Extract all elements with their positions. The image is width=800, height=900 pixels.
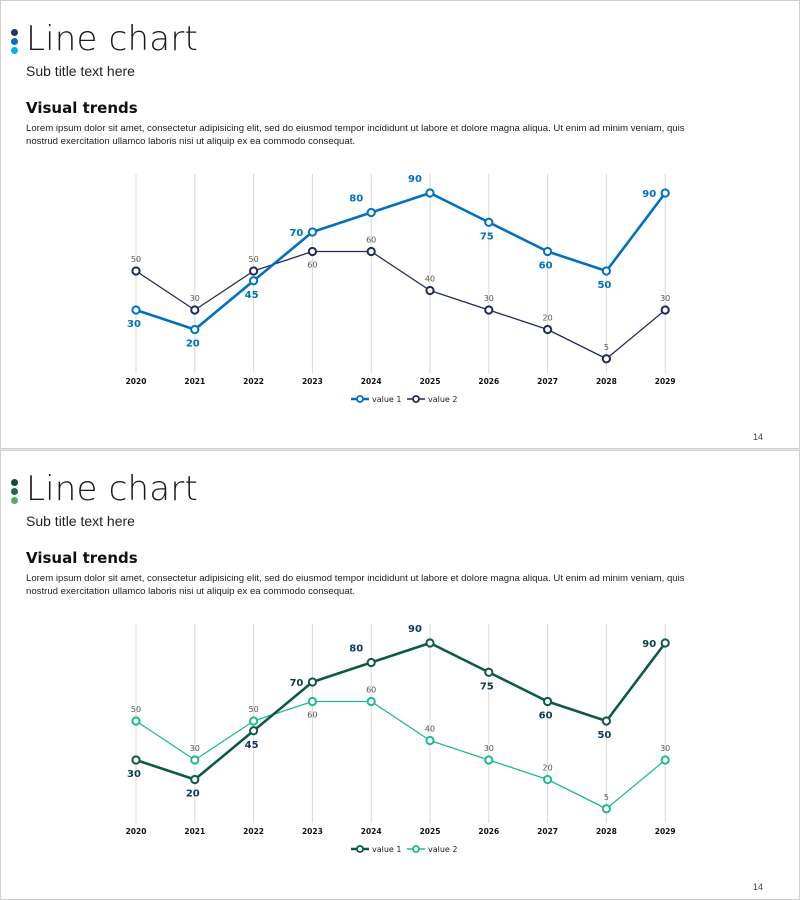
x-tick-label: 2021 bbox=[184, 827, 206, 836]
data-point bbox=[603, 267, 610, 274]
data-label: 80 bbox=[349, 643, 364, 655]
data-point bbox=[191, 756, 198, 763]
data-label: 20 bbox=[185, 788, 200, 800]
data-label: 20 bbox=[542, 313, 553, 323]
body-text: Lorem ipsum dolor sit amet, consectetur adipisicing elit, sed do eiusmod tempor incididunt ut labore et dolore magna aliqua. Ut enim ad minim veniam, quis nostrud exercitation ullamco laboris nisi ut aliquip ex ea commodo consequat. bbox=[26, 573, 685, 597]
data-point bbox=[426, 737, 433, 744]
x-tick-label: 2027 bbox=[537, 377, 559, 386]
x-tick-label: 2022 bbox=[243, 377, 265, 386]
data-point bbox=[426, 287, 433, 294]
x-tick-label: 2020 bbox=[125, 377, 147, 386]
slide-subtitle: Sub title text here bbox=[26, 63, 135, 79]
data-point bbox=[132, 267, 139, 274]
data-point bbox=[191, 776, 198, 783]
data-point bbox=[309, 228, 316, 235]
data-label: 90 bbox=[408, 624, 422, 635]
data-label: 30 bbox=[189, 744, 200, 753]
data-label: 70 bbox=[289, 228, 304, 239]
data-point bbox=[426, 639, 433, 646]
page-number: 14 bbox=[752, 432, 763, 442]
data-point bbox=[485, 756, 492, 763]
data-label: 90 bbox=[642, 189, 657, 200]
data-label: 90 bbox=[408, 174, 422, 185]
series-line-2 bbox=[136, 702, 665, 809]
x-tick-label: 2022 bbox=[243, 827, 265, 836]
data-label: 30 bbox=[660, 744, 671, 753]
x-tick-label: 2024 bbox=[360, 377, 382, 386]
legend-marker bbox=[357, 396, 363, 402]
data-point bbox=[132, 306, 139, 313]
legend bbox=[351, 395, 457, 404]
data-label: 40 bbox=[424, 274, 436, 284]
data-point bbox=[132, 717, 139, 724]
data-label: 50 bbox=[130, 705, 142, 714]
data-point bbox=[544, 248, 551, 255]
data-label: 30 bbox=[127, 769, 141, 780]
page-number: 14 bbox=[752, 882, 763, 892]
data-point bbox=[132, 756, 139, 763]
data-point bbox=[485, 306, 492, 313]
x-tick-label: 2028 bbox=[595, 377, 617, 386]
series-line-2 bbox=[136, 252, 665, 359]
x-tick-label: 2026 bbox=[478, 377, 500, 386]
x-tick-label: 2029 bbox=[654, 377, 676, 386]
data-label: 30 bbox=[660, 294, 671, 303]
legend-marker bbox=[357, 846, 363, 852]
x-tick-label: 2025 bbox=[419, 827, 441, 836]
x-tick-label: 2020 bbox=[125, 827, 147, 836]
data-label: 80 bbox=[349, 193, 364, 205]
data-point bbox=[603, 717, 610, 724]
body-text: Lorem ipsum dolor sit amet, consectetur adipisicing elit, sed do eiusmod tempor incididunt ut labore et dolore magna aliqua. Ut enim ad minim veniam, quis nostrud exercitation ullamco laboris nisi ut aliquip ex ea commodo consequat. bbox=[26, 123, 685, 147]
data-point bbox=[309, 698, 316, 705]
legend-marker bbox=[413, 396, 419, 402]
data-point bbox=[250, 727, 257, 734]
data-label: 50 bbox=[597, 280, 612, 291]
data-point bbox=[662, 189, 669, 196]
data-label: 40 bbox=[424, 724, 436, 734]
x-tick-label: 2026 bbox=[478, 827, 500, 836]
data-label: 75 bbox=[479, 681, 494, 693]
line-chart bbox=[1, 451, 799, 900]
data-label: 60 bbox=[538, 710, 553, 722]
data-point bbox=[544, 776, 551, 783]
data-label: 60 bbox=[366, 685, 377, 695]
data-point bbox=[309, 678, 316, 685]
x-tick-label: 2021 bbox=[184, 377, 206, 386]
data-point bbox=[191, 306, 198, 313]
x-tick-label: 2027 bbox=[537, 827, 559, 836]
data-point bbox=[662, 306, 669, 313]
data-point bbox=[544, 698, 551, 705]
data-label: 45 bbox=[244, 739, 259, 751]
data-label: 60 bbox=[307, 260, 318, 270]
data-label: 5 bbox=[603, 792, 609, 802]
x-tick-label: 2023 bbox=[301, 377, 323, 386]
data-label: 60 bbox=[366, 235, 377, 245]
slide-2 bbox=[0, 450, 800, 900]
data-point bbox=[368, 248, 375, 255]
data-label: 5 bbox=[603, 342, 609, 352]
x-tick-label: 2024 bbox=[360, 827, 382, 836]
data-label: 70 bbox=[289, 678, 304, 689]
data-point bbox=[662, 639, 669, 646]
data-point bbox=[250, 717, 257, 724]
data-point bbox=[485, 219, 492, 226]
data-point bbox=[426, 189, 433, 196]
data-point bbox=[309, 248, 316, 255]
data-label: 90 bbox=[642, 639, 657, 650]
data-point bbox=[368, 659, 375, 666]
slide-title: Line chart bbox=[26, 19, 199, 59]
legend-label: value 1 bbox=[372, 845, 402, 854]
data-point bbox=[368, 698, 375, 705]
legend-marker bbox=[413, 846, 419, 852]
data-label: 20 bbox=[185, 338, 200, 350]
x-tick-label: 2025 bbox=[419, 377, 441, 386]
data-label: 45 bbox=[244, 289, 259, 301]
data-point bbox=[250, 267, 257, 274]
data-point bbox=[485, 669, 492, 676]
data-label: 50 bbox=[248, 705, 259, 714]
data-label: 30 bbox=[127, 319, 141, 330]
data-label: 50 bbox=[597, 730, 612, 741]
data-label: 50 bbox=[248, 255, 259, 264]
data-point bbox=[368, 209, 375, 216]
data-point bbox=[603, 805, 610, 812]
legend-label: value 2 bbox=[428, 395, 458, 404]
legend bbox=[351, 845, 457, 854]
x-tick-label: 2023 bbox=[301, 827, 323, 836]
data-label: 60 bbox=[538, 260, 553, 272]
series-line-1 bbox=[136, 643, 665, 780]
section-heading: Visual trends bbox=[26, 549, 138, 567]
slide-subtitle: Sub title text here bbox=[26, 513, 135, 529]
data-point bbox=[544, 326, 551, 333]
data-point bbox=[250, 277, 257, 284]
data-point bbox=[191, 326, 198, 333]
data-label: 75 bbox=[479, 231, 494, 243]
legend-label: value 1 bbox=[372, 395, 402, 404]
data-label: 50 bbox=[130, 255, 142, 264]
data-label: 20 bbox=[542, 763, 553, 773]
data-point bbox=[603, 355, 610, 362]
x-tick-label: 2028 bbox=[595, 827, 617, 836]
section-heading: Visual trends bbox=[26, 99, 138, 117]
data-point bbox=[662, 756, 669, 763]
data-label: 30 bbox=[483, 294, 494, 303]
line-chart bbox=[1, 1, 799, 450]
slide-title: Line chart bbox=[26, 469, 199, 509]
slide-1 bbox=[0, 0, 800, 449]
series-line-1 bbox=[136, 193, 665, 330]
data-label: 60 bbox=[307, 710, 318, 720]
data-label: 30 bbox=[483, 744, 494, 753]
legend-label: value 2 bbox=[428, 845, 458, 854]
x-tick-label: 2029 bbox=[654, 827, 676, 836]
data-label: 30 bbox=[189, 294, 200, 303]
